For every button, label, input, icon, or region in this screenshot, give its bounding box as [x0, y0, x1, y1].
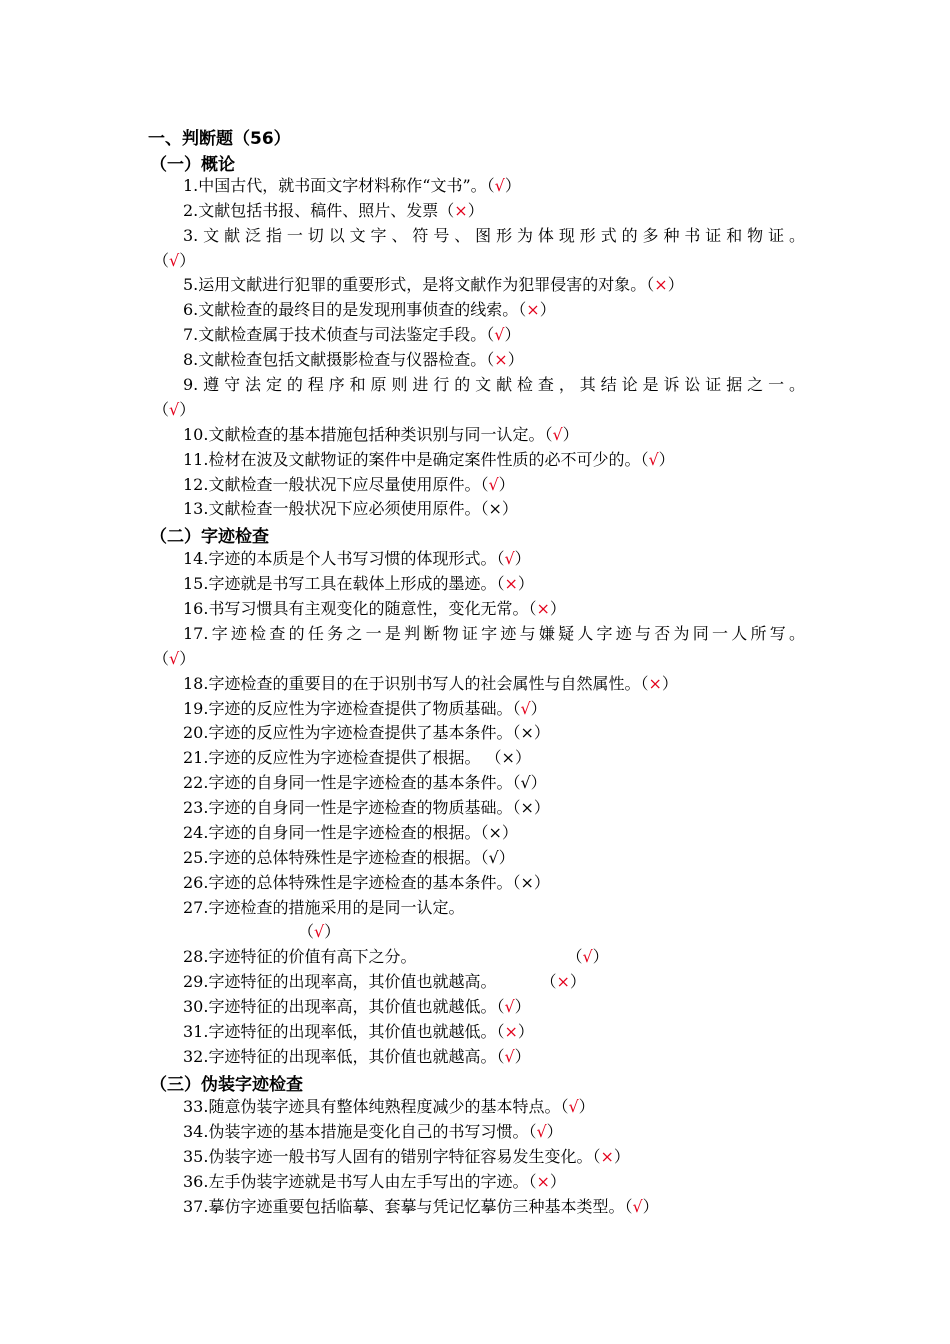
- section-heading: （三）伪装字迹检查: [150, 1075, 303, 1095]
- question-item: 19.字迹的反应性为字迹检查提供了物质基础。（√）: [183, 699, 547, 718]
- question-item: 24.字迹的自身同一性是字迹检查的根据。（×）: [183, 823, 518, 842]
- question-item: 33.随意伪装字迹具有整体纯熟程度减少的基本特点。（√）: [183, 1097, 595, 1116]
- question-item: 28.字迹特征的价值有高下之分。 （√）: [183, 947, 609, 966]
- question-answer-continuation: （√）: [153, 251, 196, 270]
- question-item: 27.字迹检查的措施采用的是同一认定。: [183, 898, 465, 917]
- question-item: 36.左手伪装字迹就是书写人由左手写出的字迹。（×）: [183, 1172, 566, 1191]
- question-item: 9.遵守法定的程序和原则进行的文献检查，其结论是诉讼证据之一。: [183, 375, 805, 394]
- question-answer-continuation: （√）: [153, 649, 196, 668]
- question-item: 7.文献检查属于技术侦查与司法鉴定手段。（√）: [183, 325, 521, 344]
- question-item: 13.文献检查一般状况下应必须使用原件。（×）: [183, 499, 518, 518]
- question-item: 3.文献泛指一切以文字、符号、图形为体现形式的多种书证和物证。: [183, 226, 805, 245]
- question-item: 2.文献包括书报、稿件、照片、发票（×）: [183, 201, 484, 220]
- question-item: 17.字迹检查的任务之一是判断物证字迹与嫌疑人字迹与否为同一人所写。: [183, 624, 805, 643]
- question-item: 14.字迹的本质是个人书写习惯的体现形式。（√）: [183, 549, 531, 568]
- question-item: 20.字迹的反应性为字迹检查提供了基本条件。（×）: [183, 723, 550, 742]
- question-item: 12.文献检查一般状况下应尽量使用原件。（√）: [183, 475, 515, 494]
- question-item: 16.书写习惯具有主观变化的随意性，变化无常。（×）: [183, 599, 566, 618]
- question-item: 1.中国古代，就书面文字材料称作“文书”。（√）: [183, 176, 521, 195]
- question-answer-continuation: （√）: [298, 922, 341, 941]
- section-heading: （二）字迹检查: [150, 527, 269, 547]
- question-item: 29.字迹特征的出现率高，其价值也就越高。 （×）: [183, 972, 586, 991]
- question-item: 10.文献检查的基本措施包括种类识别与同一认定。（√）: [183, 425, 579, 444]
- main-heading: 一、判断题（56）: [148, 129, 291, 149]
- question-item: 34.伪装字迹的基本措施是变化自己的书写习惯。（√）: [183, 1122, 563, 1141]
- question-item: 6.文献检查的最终目的是发现刑事侦查的线索。（×）: [183, 300, 556, 319]
- question-item: 5.运用文献进行犯罪的重要形式，是将文献作为犯罪侵害的对象。（×）: [183, 275, 684, 294]
- question-item: 15.字迹就是书写工具在载体上形成的墨迹。（×）: [183, 574, 534, 593]
- question-item: 21.字迹的反应性为字迹检查提供了根据。 （×）: [183, 748, 531, 767]
- question-item: 18.字迹检查的重要目的在于识别书写人的社会属性与自然属性。（×）: [183, 674, 678, 693]
- question-item: 8.文献检查包括文献摄影检查与仪器检查。（×）: [183, 350, 524, 369]
- section-heading: （一）概论: [150, 155, 235, 175]
- question-item: 22.字迹的自身同一性是字迹检查的基本条件。（√）: [183, 773, 547, 792]
- question-item: 32.字迹特征的出现率低，其价值也就越高。（√）: [183, 1047, 531, 1066]
- question-item: 37.摹仿字迹重要包括临摹、套摹与凭记忆摹仿三种基本类型。（√）: [183, 1197, 659, 1216]
- question-item: 26.字迹的总体特殊性是字迹检查的基本条件。（×）: [183, 873, 550, 892]
- question-answer-continuation: （√）: [153, 400, 196, 419]
- question-item: 30.字迹特征的出现率高，其价值也就越低。（√）: [183, 997, 531, 1016]
- question-item: 35.伪装字迹一般书写人固有的错别字特征容易发生变化。（×）: [183, 1147, 630, 1166]
- question-item: 31.字迹特征的出现率低，其价值也就越低。（×）: [183, 1022, 534, 1041]
- question-item: 11.检材在波及文献物证的案件中是确定案件性质的必不可少的。（√）: [183, 450, 675, 469]
- question-item: 25.字迹的总体特殊性是字迹检查的根据。（√）: [183, 848, 515, 867]
- question-item: 23.字迹的自身同一性是字迹检查的物质基础。（×）: [183, 798, 550, 817]
